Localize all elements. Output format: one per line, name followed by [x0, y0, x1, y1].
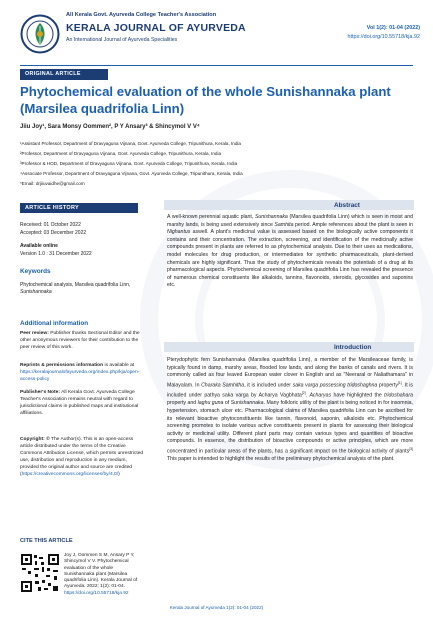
publisher-note: [20, 390, 144, 418]
introduction-heading: Introduction: [334, 343, 372, 351]
abstract-text: [167, 214, 413, 290]
peer-review-label: Peer review:: [20, 331, 49, 336]
association-name: All Kerala Govt. Ayurveda College Teacher's Association: [66, 12, 217, 18]
intro-run-9: . Many folkloric utility of the plant is being noticed in for insomnia, hypertension, stomach ulcer etc. Pharmacological claims of Marsilea quadrifolia Linn can be ascribed for its relevant bioactive phytoconstituents like tannin, flavonoid, saponin, alkaloids etc. Phytochemical screening promotes to isolate various active constituents present in plants for assessing their biological activity or medicinal utility. Different plant parts may contain various types and quantities of bioactive compounds. In essence, the distribution of bioactive compounds or active principles, which are more concentrated in particular areas of the plants, has a significant impact on the biological activity of plants: [167, 400, 413, 455]
available-online-label: Available online: [20, 243, 58, 249]
intro-run-1: Pterydophytic fern Sunishannaka (Marsilea quadrifolia Linn), a member of the Marsileaceae family, is typically found in damp, marshy areas, flooded low lands, and along the banks of canals and rivers. It is commonly called as four leaved European water clover in English and as "Neeraral or Naliathamara" in Malayalam. In: [167, 357, 413, 389]
accepted-date: Accepted: 03 December 2022: [20, 230, 87, 236]
intro-run-8: of: [223, 400, 231, 407]
abstract-heading: Abstract: [334, 201, 360, 209]
journal-header: [20, 8, 420, 66]
intro-run-4: . It is included under pathya saka varga by Acharya Vagbhata: [167, 382, 413, 399]
intro-italic-1: Charaka Samhitha: [201, 382, 245, 389]
keywords-italic: Sunishannaka: [20, 289, 52, 295]
article-title: Phytochemical evaluation of the whole Sunishannaka plant (Marsilea quadrifolia Linn): [20, 84, 391, 116]
intro-italic-6: tridoshahara: [384, 392, 413, 399]
copyright-text: The Author(s). This is an open-access article distributed under the terms of the Creative Commons Attribution License, which permits unrestricted use, distribution and reproduction in any medium, provided the original author and source are credited (: [20, 437, 144, 477]
abstract-italic-2: Samhita: [274, 221, 294, 228]
intro-run-3: property: [377, 382, 398, 389]
abstract-run-2: (Marsilea quadrifolia Linn) which is seen in moist and marshy lands, is being used extensively since: [167, 214, 413, 228]
abstract-italic-3: Nighantus: [167, 229, 191, 236]
copyright-end: ): [118, 471, 120, 477]
citation-text: Joy J, Oommen S M, Ansary P Y, Shincymol V V. Phytochemical evaluation of the whole Sunishannaka plant (Marsilea quadrifolia Linn). Kerala Journal of Ayurveda. 2022; 1(2): 01-04.: [64, 553, 138, 590]
keywords-text: Phytochemical analysis, Marsilea quadrifolia Linn,: [20, 282, 131, 288]
corresponding-email[interactable]: *Email: drjiiuvaidhe@gmail.com: [20, 181, 85, 186]
citation-ref-2[interactable]: [2]: [301, 391, 306, 396]
citation-block: [64, 553, 144, 597]
version-info: Version 1.0 : 31 December 2022: [20, 251, 92, 257]
article-history-heading: ARTICLE HISTORY: [20, 203, 138, 213]
journal-tagline: An International Journal of Ayurveda Specialities: [66, 37, 178, 43]
publisher-note-label: Publisher's Note:: [20, 390, 61, 395]
reprints-link[interactable]: https://keralajournalofayurveda.org/index.php/kja/open-access-policy: [20, 369, 140, 382]
intro-run-5: .: [305, 392, 310, 399]
header-divider: [20, 65, 413, 66]
license-link[interactable]: https://creativecommons.org/licenses/by/4.0/: [21, 471, 119, 477]
intro-italic-7: laghu guna: [197, 400, 224, 407]
intro-run-2: , it is included under: [244, 382, 293, 389]
volume-info: Vol 1(2): 01-04 (2022): [366, 25, 420, 31]
peer-review-text: Publisher thanks Sectional Editor and the other anonymous reviewers for their contribution to the peer review of this work.: [20, 331, 140, 350]
citation-doi-link[interactable]: https://doi.org/10.55718/kja.92: [64, 590, 129, 596]
article-type-label: ORIGINAL ARTICLE: [20, 69, 108, 80]
citation-ref-3[interactable]: [3]: [409, 447, 413, 451]
journal-logo: [20, 14, 60, 54]
journal-name: KERALA JOURNAL OF AYURVEDA: [66, 22, 246, 34]
affiliation-2: ²Professor, Department of Dravyaguna Vijnana, Govt. Ayurveda College, Tripunithura, Kerala, India: [20, 151, 222, 156]
intro-italic-2: saka varga possessing tridoshaghna: [292, 382, 378, 389]
keywords-list: [20, 282, 142, 296]
abstract-bar: [164, 200, 414, 210]
introduction-text: [167, 357, 413, 464]
reprints-text: is available at: [104, 363, 135, 368]
copyright-note: [20, 437, 144, 478]
intro-run-10: This paper is intended to highlight the results of the preliminary phytochemical analysis of the plant.: [167, 456, 395, 463]
abstract-run-3: period. Ample references about the plant is seen in: [293, 221, 413, 228]
received-date: Received: 01 October 2022: [20, 222, 81, 228]
publisher-note-text: All Kerala Govt. Ayurveda College Teacher's Association remains neutral with regard to jurisdictional claims in published maps and institutional affiliations.: [20, 390, 139, 416]
citation-ref-1[interactable]: [1]: [397, 380, 402, 385]
doi-link[interactable]: https://doi.org/10.55718/kja.92: [347, 34, 420, 40]
introduction-bar: [164, 342, 414, 352]
intro-run-6: have highlighted the: [331, 392, 385, 399]
affiliation-1: ¹Assistant Professor, Department of Dravyaguna Vijnana, Govt. Ayurveda College, Tripunithura, Kerala, India: [20, 141, 241, 146]
additional-info-heading: Additional information: [20, 320, 89, 327]
affiliations: [20, 141, 410, 191]
keywords-heading: Keywords: [20, 268, 51, 275]
intro-italic-5: Acharyas: [309, 392, 332, 399]
author-list: Jiiu Joy¹, Sara Monsy Oommen², P Y Ansary³ & Shincymol V V⁴: [20, 124, 200, 130]
page-footer: Kerala Journal of Ayurveda 1(2): 01-04 (2022): [169, 605, 264, 610]
abstract-run-4: aswell. A plant's medicinal value is assessed based on the biologically active components it contains and their concentration. The extraction, screening, and identification of the medicinally active compounds present in plants are referred to as phytochemical analysis. Due to their uses as medications, model molecules for drug production, or intermediates for synthetic pharmaceuticals, plant-derived chemicals are highly significant. Thus the study of phytochemicals reveals the potentials of a drug at its pharmacological aspects. Phytochemical screening of Marsilea quadrifolia Linn has revealed the presence of numerous chemical constituents like alkaloids, tannins, flavonoids, steroids, glycosides and saponins etc.: [167, 229, 413, 289]
abstract-italic-1: Sunishannaka: [254, 214, 288, 220]
intro-italic-8: Sunishannaka: [230, 400, 264, 407]
copyright-label: Copyright: ©: [20, 437, 50, 442]
affiliation-3: ³Professor & HOD, Department of Dravyaguna Vijnana, Govt. Ayurveda College, Tripunithura, Kerala, India: [20, 161, 238, 166]
peer-review-note: [20, 331, 144, 352]
abstract-run-1: A well-known perennial aquatic plant,: [167, 214, 255, 220]
reprints-note: [20, 363, 144, 384]
reprints-label: Reprints & permissions information: [20, 363, 104, 368]
intro-run-7: property and: [167, 400, 198, 407]
cite-heading: CITE THIS ARTICLE: [20, 538, 73, 544]
qr-code-icon[interactable]: [20, 553, 60, 593]
affiliation-4: ⁴Associate Professor, Department of Dravyaguna Vijnana, Govt. Ayurveda College, Tripunithura, Kerala, India: [20, 171, 243, 176]
